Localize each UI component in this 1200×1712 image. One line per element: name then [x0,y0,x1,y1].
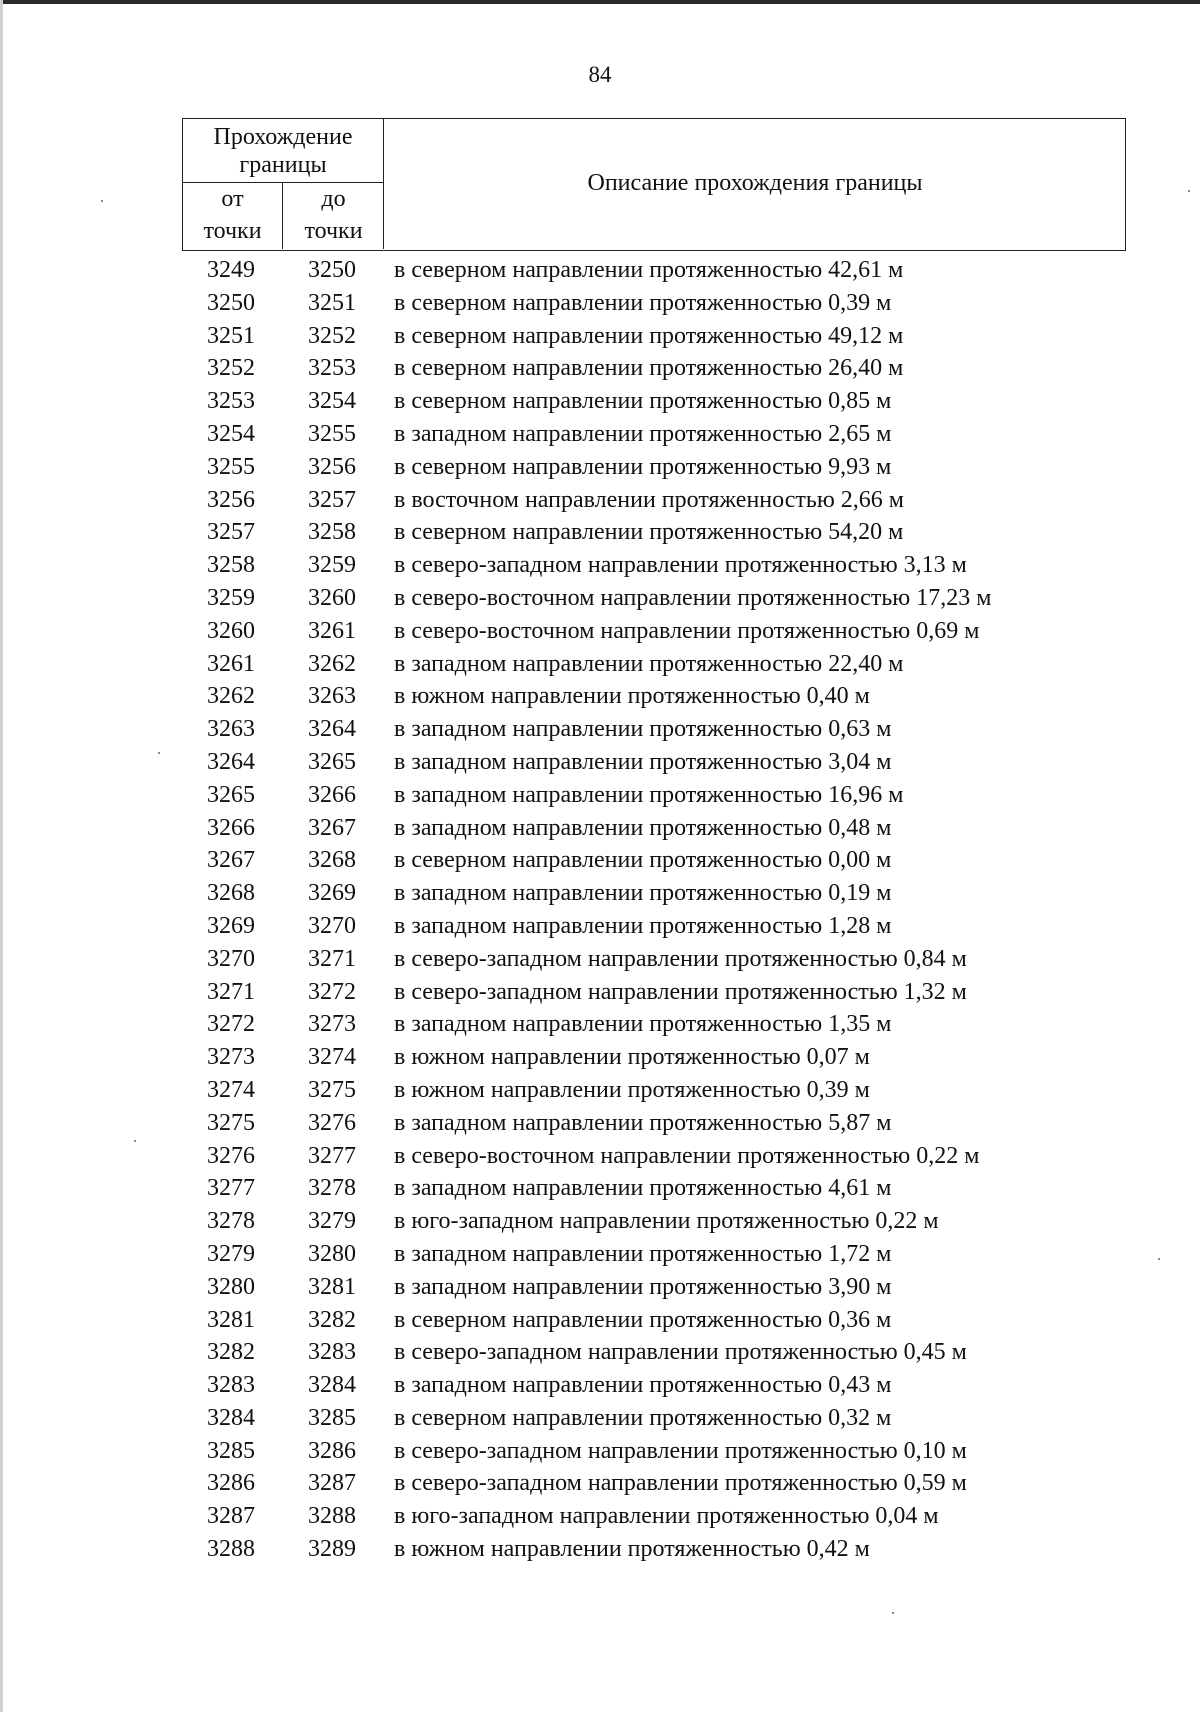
boundary-description: в западном направлении протяженностью 3,90 м [394,1273,892,1300]
boundary-description: в юго-западном направлении протяженностью 0,22 м [394,1208,939,1235]
boundary-description: в западном направлении протяженностью 0,63 м [394,716,892,743]
from-point: 3249 [207,257,255,283]
to-point: 3255 [308,420,356,447]
to-point: 3264 [308,716,356,743]
scan-speck [101,200,103,202]
header-description-cell [385,169,1125,199]
to-point: 3286 [308,1437,356,1464]
table-row [182,615,1126,648]
from-point: 3278 [207,1208,255,1235]
boundary-description: в западном направлении протяженностью 5,87 м [394,1109,892,1136]
to-point: 3273 [308,1011,356,1038]
to-point: 3278 [308,1175,356,1202]
table-row [182,254,1126,287]
boundary-description: в северном направлении протяженностью 0,39 м [394,289,892,316]
from-point: 3260 [207,617,255,644]
from-point: 3286 [207,1470,255,1497]
boundary-description: в южном направлении протяженностью 0,42 м [394,1536,870,1563]
table-row [182,943,1126,976]
to-point: 3285 [308,1404,356,1431]
from-point: 3253 [207,388,255,415]
table-row [182,1238,1126,1271]
boundary-description: в западном направлении протяженностью 4,61 м [394,1175,892,1202]
from-point: 3274 [207,1076,255,1103]
boundary-description: в северо-западном направлении протяженностью 3,13 м [394,552,967,579]
header-divider-from-to [282,183,283,249]
from-point: 3277 [207,1175,255,1202]
from-point: 3275 [207,1109,255,1136]
to-point: 3259 [308,552,356,579]
to-point: 3271 [308,945,356,972]
scan-speck [134,1140,136,1142]
to-point: 3274 [308,1044,356,1071]
table-row [182,746,1126,779]
scan-speck [892,1612,894,1614]
boundary-description: в северном направлении протяженностью 0,00 м [394,847,892,874]
table-row [182,1533,1126,1566]
scan-speck [1188,190,1190,192]
table-row [182,976,1126,1009]
table-row [182,680,1126,713]
boundary-description: в западном направлении протяженностью 16,96 м [394,781,904,808]
from-point: 3281 [207,1306,255,1333]
header-to-cell [284,185,383,249]
scan-edge-top [0,0,1200,4]
to-point: 3251 [308,289,356,316]
table-row [182,582,1126,615]
table-header [182,118,1126,251]
table-row [182,1500,1126,1533]
table-row [182,287,1126,320]
boundary-description: в северо-восточном направлении протяженностью 0,69 м [394,617,980,644]
to-point: 3252 [308,322,356,349]
to-point: 3279 [308,1208,356,1235]
boundary-description: в северо-западном направлении протяженностью 0,45 м [394,1339,967,1366]
header-from-label-2: точки [203,218,262,244]
to-point: 3257 [308,486,356,513]
from-point: 3282 [207,1339,255,1366]
to-point: 3289 [308,1536,356,1563]
from-point: 3258 [207,552,255,579]
header-divider-main [383,119,384,249]
table-row [182,1205,1126,1238]
boundary-description: в западном направлении протяженностью 2,65 м [394,420,892,447]
table-row [182,1369,1126,1402]
to-point: 3250 [308,257,356,283]
boundary-description: в северном направлении протяженностью 0,36 м [394,1306,892,1333]
boundary-description: в северном направлении протяженностью 42,61 м [394,257,904,283]
header-to-label-2: точки [304,218,363,244]
from-point: 3254 [207,420,255,447]
from-point: 3279 [207,1240,255,1267]
table-row [182,1402,1126,1435]
scan-speck [1158,1258,1160,1260]
table-row [182,1172,1126,1205]
table-row [182,385,1126,418]
boundary-description: в западном направлении протяженностью 1,28 м [394,912,892,939]
from-point: 3264 [207,748,255,775]
table-row [182,648,1126,681]
boundary-description: в юго-западном направлении протяженностью 0,04 м [394,1503,939,1530]
page-number: 84 [588,62,612,87]
from-point: 3270 [207,945,255,972]
boundary-description: в западном направлении протяженностью 0,48 м [394,814,892,841]
from-point: 3251 [207,322,255,349]
scan-edge-left [0,0,3,1712]
boundary-description: в северном направлении протяженностью 26,40 м [394,355,904,382]
boundary-description: в северном направлении протяженностью 54,20 м [394,519,904,546]
from-point: 3257 [207,519,255,546]
to-point: 3288 [308,1503,356,1530]
boundary-description: в восточном направлении протяженностью 2,66 м [394,486,904,513]
boundary-description: в западном направлении протяженностью 1,35 м [394,1011,892,1038]
table-row [182,910,1126,943]
boundary-description: в южном направлении протяженностью 0,07 м [394,1044,870,1071]
from-point: 3252 [207,355,255,382]
from-point: 3250 [207,289,255,316]
table-row [182,418,1126,451]
boundary-description: в южном направлении протяженностью 0,39 м [394,1076,870,1103]
table-row [182,451,1126,484]
to-point: 3282 [308,1306,356,1333]
to-point: 3275 [308,1076,356,1103]
table-row [182,1140,1126,1173]
from-point: 3276 [207,1142,255,1169]
to-point: 3281 [308,1273,356,1300]
from-point: 3256 [207,486,255,513]
to-point: 3284 [308,1372,356,1399]
from-point: 3287 [207,1503,255,1530]
header-divider-group [183,182,383,183]
from-point: 3273 [207,1044,255,1071]
table-row [182,1008,1126,1041]
table-row [182,1107,1126,1140]
header-description-label: Описание прохождения границы [587,170,923,196]
from-point: 3262 [207,683,255,710]
header-to-label-1: до [321,186,346,212]
from-point: 3285 [207,1437,255,1464]
to-point: 3280 [308,1240,356,1267]
to-point: 3256 [308,453,356,480]
scan-speck [158,752,160,754]
boundary-description: в северо-западном направлении протяженностью 0,10 м [394,1437,967,1464]
to-point: 3268 [308,847,356,874]
boundary-description: в западном направлении протяженностью 0,43 м [394,1372,892,1399]
table-row [182,484,1126,517]
to-point: 3266 [308,781,356,808]
boundary-description: в западном направлении протяженностью 1,72 м [394,1240,892,1267]
to-point: 3254 [308,388,356,415]
to-point: 3260 [308,584,356,611]
from-point: 3272 [207,1011,255,1038]
header-group-cell [183,123,383,181]
to-point: 3253 [308,355,356,382]
boundary-description: в западном направлении протяженностью 0,19 м [394,880,892,907]
boundary-description: в западном направлении протяженностью 3,04 м [394,748,892,775]
boundary-description: в южном направлении протяженностью 0,40 м [394,683,870,710]
boundary-description: в северном направлении протяженностью 49,12 м [394,322,904,349]
table-row [182,812,1126,845]
to-point: 3276 [308,1109,356,1136]
to-point: 3272 [308,978,356,1005]
from-point: 3259 [207,584,255,611]
header-from-label-1: от [221,186,244,212]
table-row [182,877,1126,910]
table-row [182,1271,1126,1304]
boundary-description: в северном направлении протяженностью 9,93 м [394,453,892,480]
table-body [182,254,1126,1566]
table-row [182,352,1126,385]
from-point: 3268 [207,880,255,907]
table-row [182,1467,1126,1500]
to-point: 3262 [308,650,356,677]
to-point: 3277 [308,1142,356,1169]
table-row [182,779,1126,812]
to-point: 3265 [308,748,356,775]
to-point: 3287 [308,1470,356,1497]
from-point: 3269 [207,912,255,939]
table-row [182,549,1126,582]
table-row [182,844,1126,877]
table-row [182,1041,1126,1074]
table-row [182,1336,1126,1369]
table-row [182,320,1126,353]
from-point: 3263 [207,716,255,743]
to-point: 3263 [308,683,356,710]
from-point: 3265 [207,781,255,808]
to-point: 3269 [308,880,356,907]
to-point: 3261 [308,617,356,644]
boundary-description: в северо-западном направлении протяженностью 0,59 м [394,1470,967,1497]
boundary-description: в северо-восточном направлении протяженностью 17,23 м [394,584,992,611]
table-row [182,1304,1126,1337]
table-row [182,1074,1126,1107]
header-from-cell [183,185,282,249]
table-row [182,1435,1126,1468]
to-point: 3283 [308,1339,356,1366]
table-row [182,516,1126,549]
from-point: 3288 [207,1536,255,1563]
from-point: 3284 [207,1404,255,1431]
boundary-description: в северном направлении протяженностью 0,85 м [394,388,892,415]
header-group-label: Прохождение границы [213,124,353,178]
from-point: 3267 [207,847,255,874]
boundary-description: в северо-западном направлении протяженностью 0,84 м [394,945,967,972]
from-point: 3280 [207,1273,255,1300]
boundary-description: в западном направлении протяженностью 22,40 м [394,650,904,677]
to-point: 3270 [308,912,356,939]
to-point: 3258 [308,519,356,546]
table-row [182,713,1126,746]
from-point: 3283 [207,1372,255,1399]
boundary-description: в северо-восточном направлении протяженностью 0,22 м [394,1142,980,1169]
from-point: 3255 [207,453,255,480]
to-point: 3267 [308,814,356,841]
boundary-description: в северо-западном направлении протяженностью 1,32 м [394,978,967,1005]
boundary-description: в северном направлении протяженностью 0,32 м [394,1404,892,1431]
from-point: 3271 [207,978,255,1005]
from-point: 3266 [207,814,255,841]
from-point: 3261 [207,650,255,677]
